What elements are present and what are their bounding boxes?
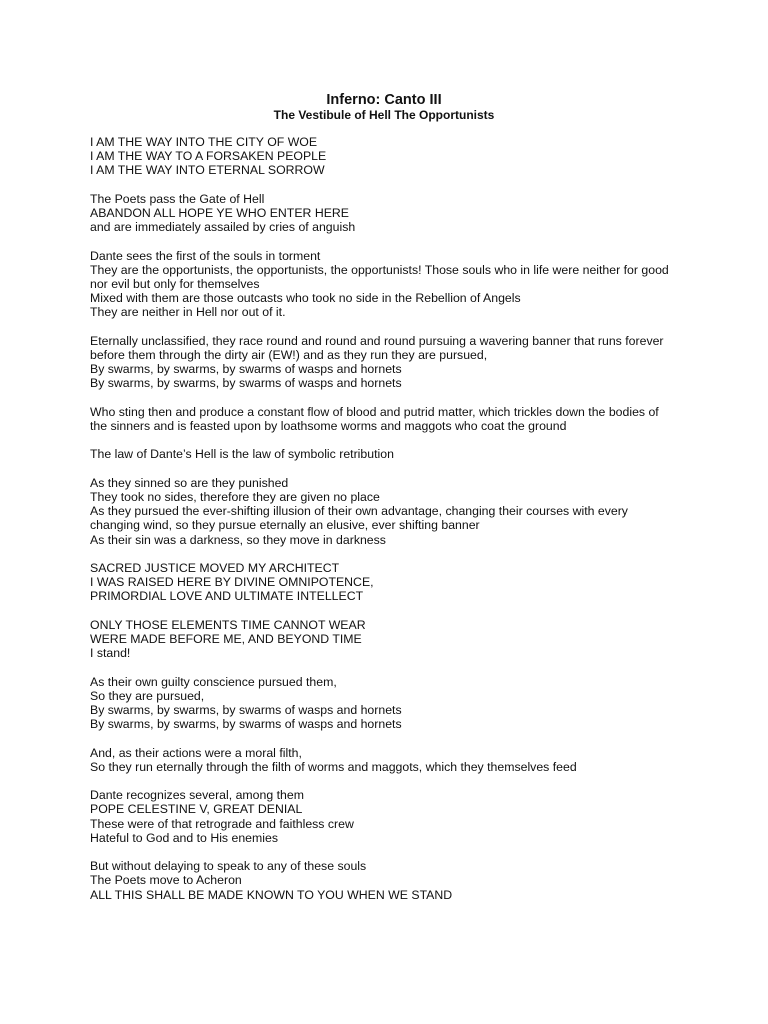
text-line: The Poets move to Acheron xyxy=(90,873,242,888)
text-line: POPE CELESTINE V, GREAT DENIAL xyxy=(90,802,303,817)
text-line: By swarms, by swarms, by swarms of wasps and hornets xyxy=(90,362,402,377)
stanza xyxy=(90,405,675,433)
text-line: Eternally unclassified, they race round and round and round pursuing a wavering banner that runs forever before them through the dirty air (EW!) and as they run they are pursued, xyxy=(90,333,664,362)
text-line: They are the opportunists, the opportunists, the opportunists! Those souls who in life were neither for good nor evil but only for themselves xyxy=(90,262,669,291)
text-line: The Poets pass the Gate of Hell xyxy=(90,191,265,206)
text-line: As their own guilty conscience pursued them, xyxy=(90,674,337,689)
text-line: As they pursued the ever-shifting illusion of their own advantage, changing their courses with every changing wind, so they pursue eternally an elusive, ever shifting banner xyxy=(90,504,628,533)
stanza xyxy=(90,249,675,320)
text-line: I AM THE WAY INTO THE CITY OF WOE xyxy=(90,135,318,149)
stanza xyxy=(90,788,675,845)
text-line: ABANDON ALL HOPE YE WHO ENTER HERE xyxy=(90,206,349,220)
stanza xyxy=(90,334,675,391)
text-line: WERE MADE BEFORE ME, AND BEYOND TIME xyxy=(90,631,362,646)
document-subtitle: The Vestibule of Hell The Opportunists xyxy=(273,108,495,122)
text-line: Dante recognizes several, among them xyxy=(90,788,304,803)
text-line: SACRED JUSTICE MOVED MY ARCHITECT xyxy=(90,560,340,575)
text-line: By swarms, by swarms, by swarms of wasps and hornets xyxy=(90,376,402,391)
stanza xyxy=(90,192,675,235)
document-title: Inferno: Canto III xyxy=(326,92,442,108)
text-line: They took no sides, therefore they are given no place xyxy=(90,489,380,504)
stanza xyxy=(90,675,675,732)
stanza xyxy=(90,859,675,902)
text-line: ALL THIS SHALL BE MADE KNOWN TO YOU WHEN WE STAND xyxy=(90,887,453,902)
document-body xyxy=(90,135,675,916)
text-line: Who sting then and produce a constant flow of blood and putrid matter, which trickles down the bodies of the sinners and is feasted upon by loathsome worms and maggots who coat the ground xyxy=(90,404,659,433)
stanza xyxy=(90,447,675,461)
text-line: Mixed with them are those outcasts who took no side in the Rebellion of Angels xyxy=(90,291,521,306)
text-line: They are neither in Hell nor out of it. xyxy=(90,305,286,320)
stanza xyxy=(90,618,675,661)
text-line: So they are pursued, xyxy=(90,688,205,703)
text-line: By swarms, by swarms, by swarms of wasps and hornets xyxy=(90,702,402,717)
text-line: ONLY THOSE ELEMENTS TIME CANNOT WEAR xyxy=(90,617,366,632)
text-line: And, as their actions were a moral filth, xyxy=(90,745,302,760)
text-line: So they run eternally through the filth of worms and maggots, which they themselves feed xyxy=(90,759,577,774)
text-line: Hateful to God and to His enemies xyxy=(90,830,278,845)
text-line: PRIMORDIAL LOVE AND ULTIMATE INTELLECT xyxy=(90,589,364,604)
text-line: I stand! xyxy=(90,646,131,661)
text-line: But without delaying to speak to any of these souls xyxy=(90,859,367,874)
text-line: By swarms, by swarms, by swarms of wasps and hornets xyxy=(90,717,402,732)
stanza xyxy=(90,135,675,178)
text-line: As their sin was a darkness, so they move in darkness xyxy=(90,532,386,547)
text-line: As they sinned so are they punished xyxy=(90,475,289,490)
stanza xyxy=(90,746,675,774)
text-line: and are immediately assailed by cries of anguish xyxy=(90,220,356,235)
text-line: Dante sees the first of the souls in torment xyxy=(90,248,321,263)
text-line: These were of that retrograde and faithless crew xyxy=(90,816,354,831)
stanza xyxy=(90,476,675,547)
text-line: The law of Dante’s Hell is the law of symbolic retribution xyxy=(90,447,394,462)
text-line: I WAS RAISED HERE BY DIVINE OMNIPOTENCE, xyxy=(90,575,374,590)
text-line: I AM THE WAY INTO ETERNAL SORROW xyxy=(90,163,325,178)
text-line: I AM THE WAY TO A FORSAKEN PEOPLE xyxy=(90,149,327,164)
stanza xyxy=(90,561,675,604)
